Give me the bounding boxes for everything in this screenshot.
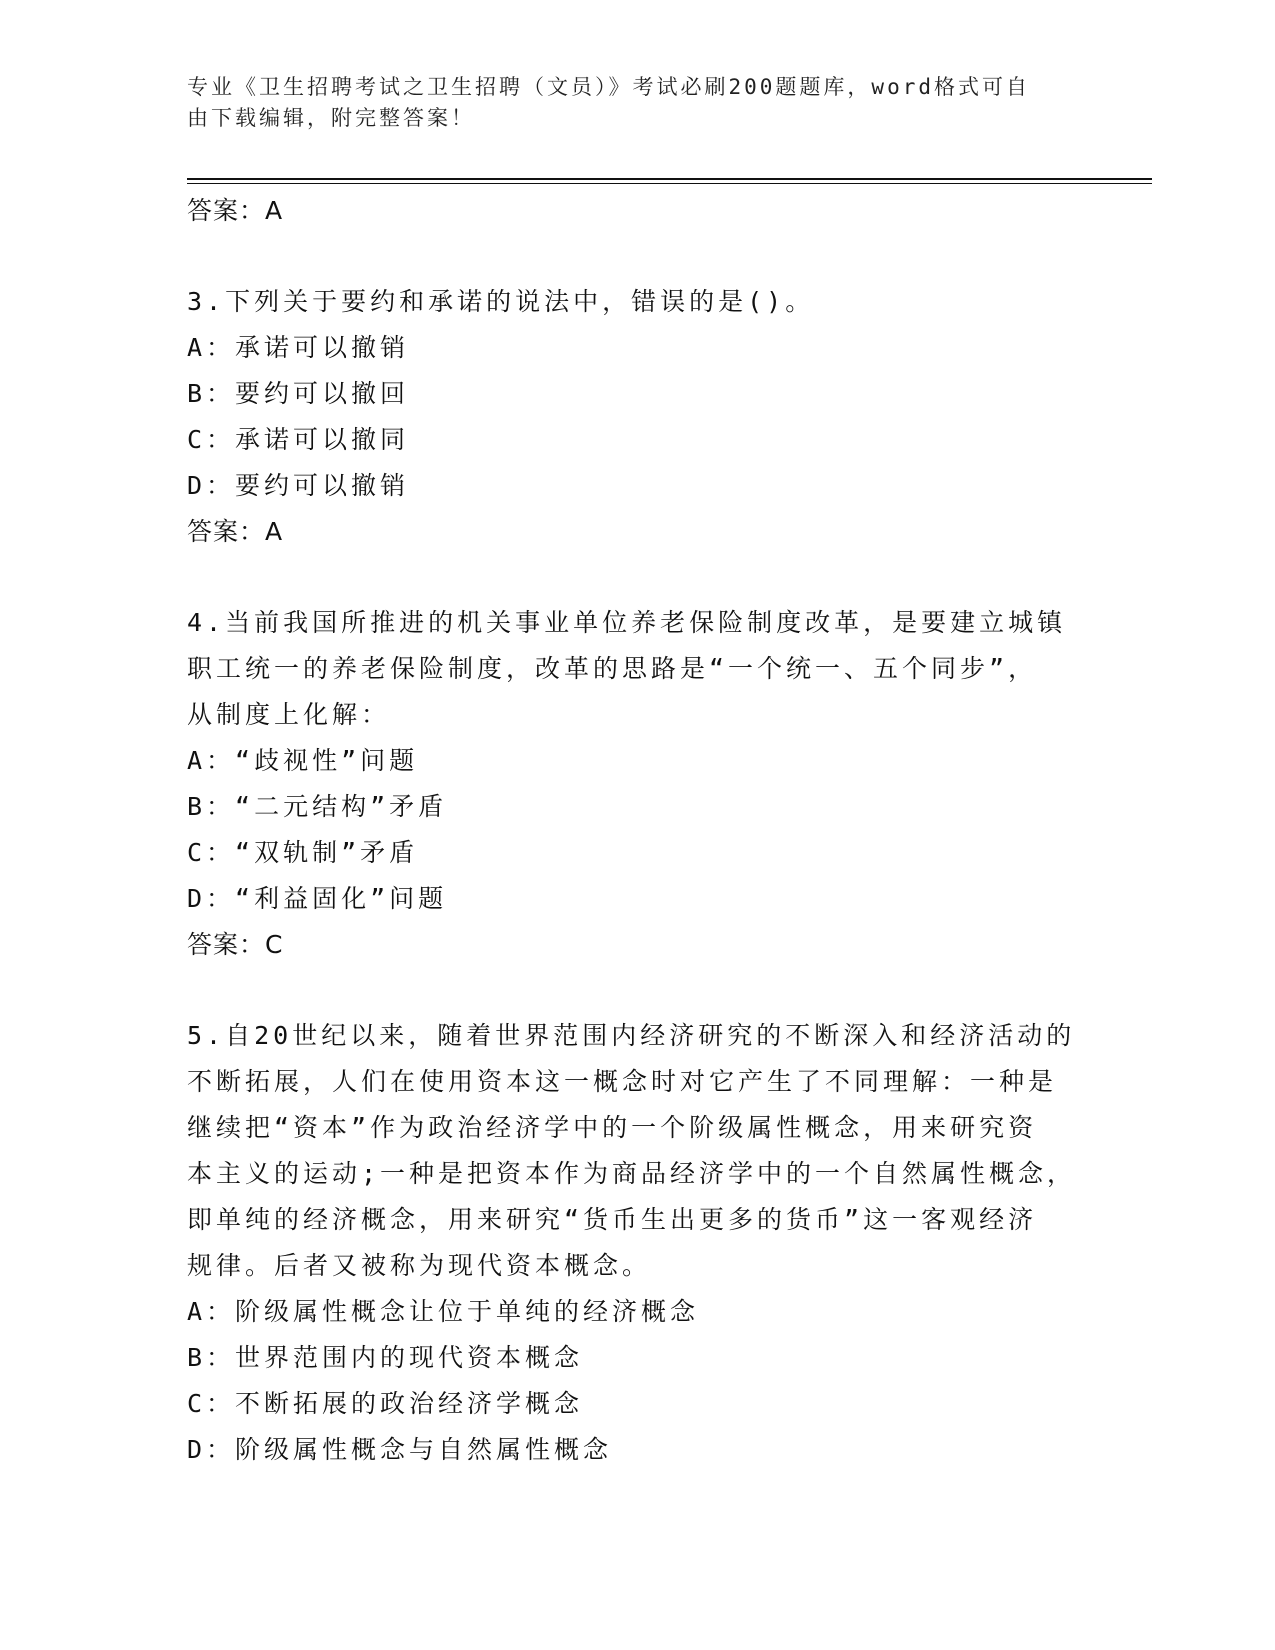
- option-b: B：“二元结构”矛盾: [187, 792, 448, 821]
- option-d: D：“利益固化”问题: [187, 884, 448, 913]
- option-a: A：“歧视性”问题: [187, 746, 419, 775]
- header-line: 由下载编辑，附完整答案！: [187, 106, 475, 130]
- answer-line: 答案：C: [187, 930, 284, 959]
- answer-line: 答案：A: [187, 517, 284, 546]
- question-text: 规律。后者又被称为现代资本概念。: [187, 1251, 652, 1280]
- header-divider: [187, 178, 1152, 180]
- question-text: 5.自20世纪以来，随着世界范围内经济研究的不断深入和经济活动的: [187, 1021, 1076, 1050]
- option-c: C：不断拓展的政治经济学概念: [187, 1389, 584, 1418]
- option-a: A：承诺可以撤销: [187, 333, 410, 362]
- header-line: 专业《卫生招聘考试之卫生招聘（文员）》考试必刷200题题库，word格式可自: [187, 75, 1030, 99]
- question-text: 继续把“资本”作为政治经济学中的一个阶级属性概念，用来研究资: [187, 1113, 1038, 1142]
- document-body: [187, 188, 1087, 1473]
- option-c: C：“双轨制”矛盾: [187, 838, 419, 867]
- header-divider-thin: [187, 183, 1152, 184]
- option-d: D：要约可以撤销: [187, 471, 410, 500]
- question-3: [187, 279, 1087, 325]
- question-text: 即单纯的经济概念，用来研究“货币生出更多的货币”这一客观经济: [187, 1205, 1038, 1234]
- question-text: 职工统一的养老保险制度，改革的思路是“一个统一、五个同步”，: [187, 654, 1038, 683]
- option-b: B：要约可以撤回: [187, 379, 410, 408]
- question-text: 3.下列关于要约和承诺的说法中，错误的是()。: [187, 287, 815, 316]
- page-header: [187, 72, 1087, 134]
- question-5: [187, 1013, 1087, 1289]
- spacer: [187, 555, 1087, 600]
- option-c: C：承诺可以撤同: [187, 425, 410, 454]
- question-text: 本主义的运动;一种是把资本作为商品经济学中的一个自然属性概念，: [187, 1159, 1077, 1188]
- question-text: 从制度上化解：: [187, 700, 391, 729]
- answer-line: 答案：A: [187, 196, 284, 225]
- option-d: D：阶级属性概念与自然属性概念: [187, 1435, 613, 1464]
- question-text: 4.当前我国所推进的机关事业单位养老保险制度改革，是要建立城镇: [187, 608, 1067, 637]
- question-4: [187, 600, 1087, 738]
- option-b: B：世界范围内的现代资本概念: [187, 1343, 584, 1372]
- option-a: A：阶级属性概念让位于单纯的经济概念: [187, 1297, 700, 1326]
- question-text: 不断拓展，人们在使用资本这一概念时对它产生了不同理解：一种是: [187, 1067, 1058, 1096]
- spacer: [187, 234, 1087, 279]
- spacer: [187, 968, 1087, 1013]
